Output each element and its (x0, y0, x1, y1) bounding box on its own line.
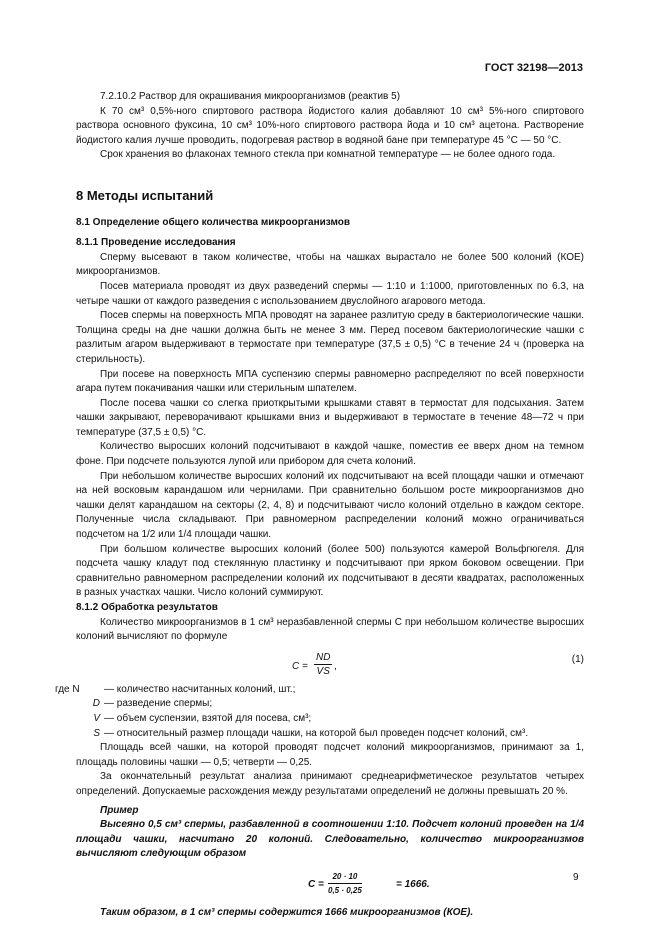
formula-1 (76, 651, 584, 681)
example-label: Пример (100, 804, 139, 816)
formula-denominator: VS (316, 665, 330, 677)
definition-text: — объем суспензии, взятой для посева, см³; (104, 712, 312, 724)
section-8-1-title: 8.1 Определение общего количества микроорганизмов (76, 216, 351, 228)
paragraph: За окончательный результат анализа принимают среднеарифметическое результатов четырех определений. Допускаемые расхождения между результатами определений не должны превышать 20 %. (76, 771, 584, 797)
section-8-1-2-title: 8.1.2 Обработка результатов (76, 602, 218, 613)
paragraph: После посева чашки со слегка приоткрытыми крышками ставят в термостат для подсыхания. Затем чашки закрывают, переворачивают крышками вниз и выдерживают в термостате в течение 48—72 ч при температуре (37,5 ± 0,5) °C. (76, 397, 584, 438)
paragraph: Сперму высевают в таком количестве, чтобы на чашках вырастало не более 500 колоний (КОЕ) микроорганизмов. (76, 251, 584, 278)
variable-definitions (55, 683, 584, 741)
example-conclusion: Таким образом, в 1 см³ спермы содержится 1666 микроорганизмов (КОЕ). (100, 906, 474, 918)
section-8-1-1-title (76, 236, 584, 251)
paragraph: Посев спермы на поверхность МПА проводят на заранее разлитую среду в бактериологические чашки. Толщина среды на дне чашки должна быть не менее 3 мм. Перед посевом бактериологические чашки с разлитым агаром выдерживают в термостате при температуре (37,5 ± 0,5) °C в течение 24 ч (проверка на стерильность). (76, 310, 584, 365)
example-text: Высеяно 0,5 см³ спермы, разбавленной в соотношении 1:10. Подсчет колоний проведен на 1/4 площади чашки, насчитано 20 колоний. Следовательно, количество микроорганизмов вычисляют следующим образом (76, 819, 584, 860)
example-formula-numerator: 20 · 10 (328, 870, 362, 884)
formula-fraction (314, 651, 332, 678)
example-formula-fraction (328, 870, 362, 897)
example-formula-denominator: 0,5 · 0,25 (328, 885, 362, 895)
paragraph: Количество выросших колоний подсчитывают в каждой чашке, поместив ее вверх дном на темном фоне. При подсчете пользуются лупой или прибором для счета колоний. (76, 441, 584, 468)
paragraph: Срок хранения во флаконах темного стекла при комнатной температуре — не более одного года. (100, 149, 556, 161)
section-7-2-10-2-title: 7.2.10.2 Раствор для окрашивания микроорганизмов (реактив 5) (100, 91, 401, 102)
definition-key: где N (55, 683, 80, 695)
definition-row (55, 683, 584, 698)
document-code: ГОСТ 32198—2013 (484, 62, 583, 74)
paragraph: Площадь всей чашки, на которой проводят подсчет колоний микроорганизмов, принимают за 1, площадь половины чашки — 0,5; четверти — 0,25. (76, 742, 584, 768)
definition-text: — разведение спермы; (104, 698, 213, 710)
paragraph: К 70 см³ 0,5%-ного спиртового раствора йодистого калия добавляют 10 см³ 5%-ного спиртового раствора основного фуксина, 10 см³ 10%-ного спиртового раствора йода и 10 см³ ацетона. Растворение йодистого калия лучше проводить, подогревая раствор в водяной бане при температуре 45 °C — 50 °C. (76, 105, 584, 146)
page-number: 9 (573, 872, 579, 883)
example-formula-result: = 1666. (396, 878, 430, 890)
formula-number: (1) (571, 653, 584, 665)
example-formula-lhs: C = (308, 878, 324, 890)
definition-key: D (92, 698, 100, 710)
definition-row (76, 712, 584, 727)
section-8-title: 8 Методы испытаний (76, 187, 214, 203)
definition-row (76, 727, 584, 742)
formula-comma: , (334, 660, 337, 672)
paragraph: При посеве на поверхность МПА суспензию спермы равномерно распределяют по всей поверхности агара путем покачивания чашки или стерильным шпателем. (76, 368, 584, 395)
page-body (55, 90, 584, 921)
paragraph: При небольшом количестве выросших колоний их подсчитывают на всей площади чашки и отмечают на ней восковым карандашом или чернилами. При сравнительно большом росте микроорганизмов дно чашки делят карандашом на секторы (2, 4, 8) и подсчитывают число колоний отдельно в каждом секторе. Полученные числа складывают. При равномерном распределении колоний можно ограничиваться подсчетом на 1/2 или 1/4 площади чашки. (76, 470, 584, 541)
example-formula (76, 868, 584, 900)
paragraph: Количество микроорганизмов в 1 см³ неразбавленной спермы C при небольшом количестве выросших колоний вычисляют по формуле (76, 616, 584, 643)
definition-text: — относительный размер площади чашки, на которой был проведен подсчет колоний, см³. (104, 727, 529, 739)
definition-key: S (93, 727, 100, 739)
definition-row (76, 697, 584, 712)
definition-text: — количество насчитанных колоний, шт.; (104, 683, 296, 695)
paragraph: Посев материала проводят из двух разведений спермы — 1:10 и 1:1000, приготовленных по 6.3, на четыре чашки от каждого разведения с использованием двуслойного агарового метода. (76, 280, 584, 307)
formula-numerator: ND (316, 651, 331, 663)
formula-lhs: C = (292, 660, 308, 672)
paragraph: При большом количестве выросших колоний (более 500) пользуются камерой Вольфгюгеля. Для подсчета чашку кладут под стеклянную пластинку и подсчитывают при ярком боковом освещении. При сравнительно равномерном распределении колоний их подсчитывают в десяти квадратах, расположенных в разных участках чашки. Число колоний суммируют. (76, 543, 584, 599)
section-8-1-1-title-text: 8.1.1 Проведение исследования (76, 237, 236, 249)
definition-key: V (93, 712, 100, 724)
